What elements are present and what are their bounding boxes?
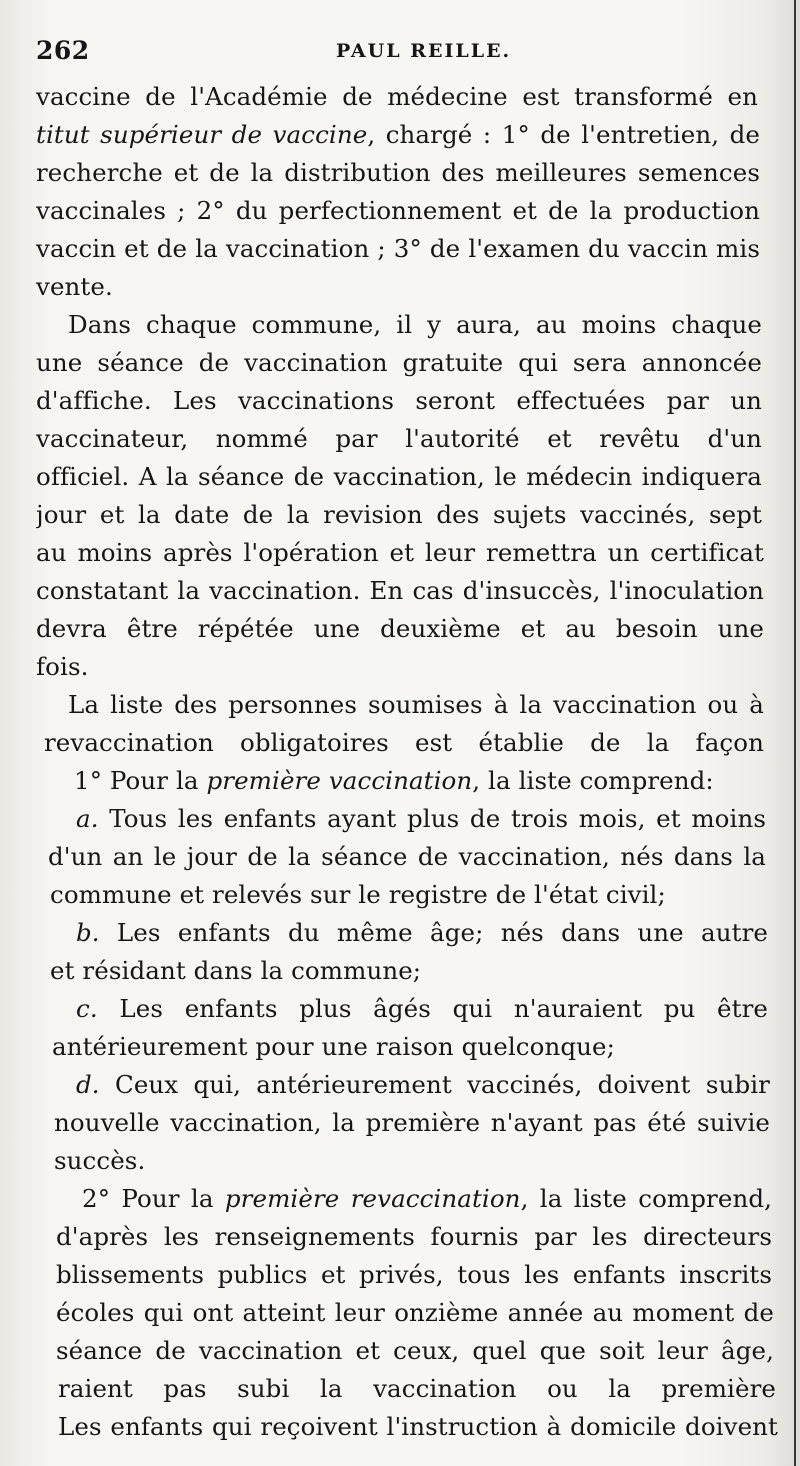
text-line: d. Ceux qui, antérieurement vaccinés, doivent subir [76,1070,770,1099]
text-line: La liste des personnes soumises à la vaccination ou à [68,690,764,719]
text-line: commune et relevés sur le registre de l'état civil; [50,880,666,909]
text-line: recherche et de la distribution des meilleures semences [36,158,760,187]
text-line: devra être répétée une deuxième et au besoin une [36,614,764,643]
text-line: jour et la date de la revision des sujets vaccinés, sept [36,500,762,529]
text-line: d'un an le jour de la séance de vaccination, nés dans la [48,842,766,871]
text-line: b. Les enfants du même âge; nés dans une autre [76,918,768,947]
text-line: constatant la vaccination. En cas d'insuccès, l'inoculation [36,576,764,605]
text-line: vente. [36,272,113,301]
running-head: PAUL REILLE. [336,40,512,62]
text-line: Dans chaque commune, il y aura, au moins chaque [68,310,762,339]
text-line: vaccinales ; 2° du perfectionnement et de la production [36,196,760,225]
text-line: et résidant dans la commune; [50,956,422,985]
text-line: raient pas subi la vaccination ou la première [58,1374,776,1403]
page-edge-rule [794,0,796,1466]
text-line: vaccine de l'Académie de médecine est transformé en [36,82,758,111]
text-line: Les enfants qui reçoivent l'instruction à domicile doivent [58,1412,778,1441]
page-header [36,36,756,70]
text-line: 1° Pour la première vaccination, la liste comprend: [74,766,714,795]
text-line: fois. [36,652,89,681]
text-line: titut supérieur de vaccine, chargé : 1° de l'entretien, de [36,120,760,149]
page-number: 262 [36,36,90,65]
text-line: a. Tous les enfants ayant plus de trois mois, et moins [76,804,766,833]
text-line: revaccination obligatoires est établie de la façon [44,728,764,757]
text-line: vaccinateur, nommé par l'autorité et revêtu d'un [36,424,762,453]
text-line: blissements publics et privés, tous les enfants inscrits [56,1260,772,1289]
text-line: nouvelle vaccination, la première n'ayant pas été suivie [54,1108,770,1137]
text-line: succès. [54,1146,146,1175]
text-line: d'affiche. Les vaccinations seront effectuées par un [36,386,762,415]
text-line: écoles qui ont atteint leur onzième année au moment de [56,1298,774,1327]
text-line: d'après les renseignements fournis par les directeurs [56,1222,772,1251]
text-line: c. Les enfants plus âgés qui n'auraient pu être [76,994,768,1023]
text-line: une séance de vaccination gratuite qui sera annoncée [36,348,762,377]
text-line: antérieurement pour une raison quelconque; [52,1032,615,1061]
text-line: vaccin et de la vaccination ; 3° de l'examen du vaccin mis [36,234,760,263]
text-line: 2° Pour la première revaccination, la liste comprend, [82,1184,772,1213]
text-line: séance de vaccination et ceux, quel que soit leur âge, [56,1336,774,1365]
text-line: officiel. A la séance de vaccination, le médecin indiquera [36,462,762,491]
text-line: au moins après l'opération et leur remettra un certificat [36,538,764,567]
